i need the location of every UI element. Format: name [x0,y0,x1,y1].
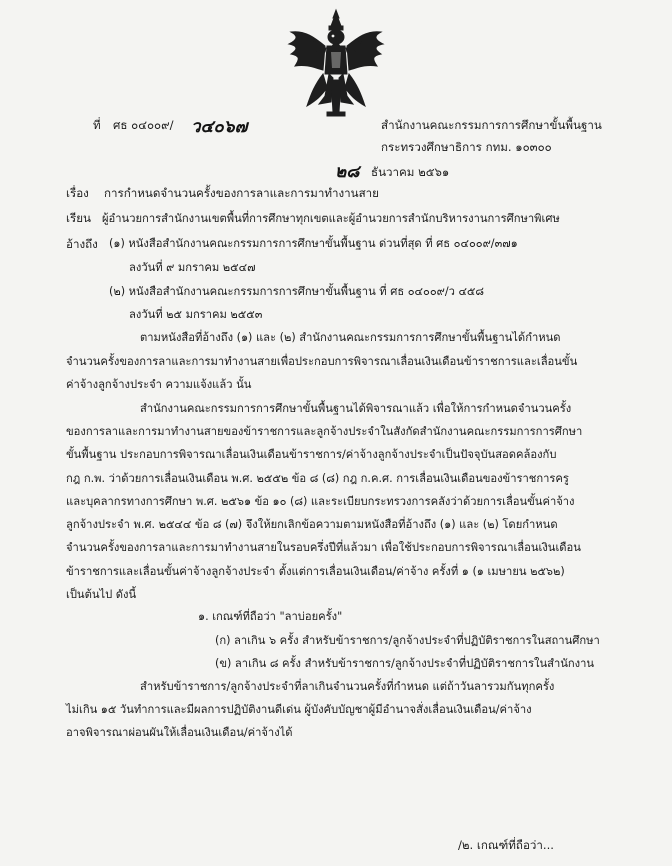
paragraph2-line: และบุคลากรทางการศึกษา พ.ศ. ๒๕๖๑ ข้อ ๑๐ (๘) และระเบียบกระทรวงการคลังว่าด้วยการเลื่อนขั้นค่าจ้าง [66,495,575,508]
reference-1-line1: (๑) หนังสือสำนักงานคณะกรรมการการศึกษาขั้นพื้นฐาน ด่วนที่สุด ที่ ศธ ๐๔๐๐๙/๓๗๑ [109,237,518,250]
garuda-emblem-icon [285,8,387,120]
ref-prefix: ศธ ๐๔๐๐๙/ [113,118,174,132]
paragraph2-line: เป็นต้นไป ดังนี้ [66,588,137,601]
ref-label: ที่ [93,118,101,132]
subject-label: เรื่อง [66,186,89,200]
office-name: สำนักงานคณะกรรมการการศึกษาขั้นพื้นฐาน [381,118,602,132]
ref-handwritten-number: ว๔๐๖๗ [191,117,248,137]
paragraph1-line: จำนวนครั้งของการลาและการมาทำงานสายเพื่อประกอบการพิจารณาเลื่อนเงินเดือนข้าราชการและเลื่อนขั้น [66,355,578,368]
criteria-title: ๑. เกณฑ์ที่ถือว่า "ลาบ่อยครั้ง" [198,610,343,623]
paragraph2-line: ขั้นพื้นฐาน ประกอบการพิจารณาเลื่อนเงินเดือนข้าราชการ/ค่าจ้างลูกจ้างประจำเป็นปัจจุบันสอดคล้องกับ [66,448,557,461]
reference-2-line1: (๒) หนังสือสำนักงานคณะกรรมการการศึกษาขั้นพื้นฐาน ที่ ศธ ๐๔๐๐๙/ว ๔๕๘ [109,285,485,298]
criteria-item: (ก) ลาเกิน ๖ ครั้ง สำหรับข้าราชการ/ลูกจ้างประจำที่ปฏิบัติราชการในสถานศึกษา [215,634,600,647]
reference-2-line2: ลงวันที่ ๒๕ มกราคม ๒๕๕๓ [129,308,263,321]
paragraph2-line: กฎ ก.พ. ว่าด้วยการเลื่อนเงินเดือน พ.ศ. ๒๕๕๒ ข้อ ๘ (๘) กฎ ก.ค.ศ. การเลื่อนเงินเดือนของข้าราชการครู [66,472,569,485]
reference-1-line2: ลงวันที่ ๙ มกราคม ๒๕๔๗ [129,261,256,274]
to-text: ผู้อำนวยการสำนักงานเขตพื้นที่การศึกษาทุกเขตและผู้อำนวยการสำนักบริหารงานการศึกษาพิเศษ [102,212,560,225]
paragraph1-line: ค่าจ้างลูกจ้างประจำ ความแจ้งแล้ว นั้น [66,378,252,391]
paragraph2-line: ของการลาและการมาทำงานสายของข้าราชการและลูกจ้างประจำในสังกัดสำนักงานคณะกรรมการการศึกษา [66,425,583,438]
criteria-note-line: อาจพิจารณาผ่อนผันให้เลื่อนเงินเดือน/ค่าจ้างได้ [66,726,293,739]
paragraph2-line: ข้าราชการและเลื่อนขั้นค่าจ้างลูกจ้างประจำ ตั้งแต่การเลื่อนเงินเดือน/ค่าจ้าง ครั้งที่ ๑ (๑ เมษายน ๒๕๖๒) [66,565,565,578]
criteria-item: (ข) ลาเกิน ๘ ครั้ง สำหรับข้าราชการ/ลูกจ้างประจำที่ปฏิบัติราชการในสำนักงาน [215,657,595,670]
paragraph2-line: จำนวนครั้งของการลาและการมาทำงานสายในรอบครึ่งปีที่แล้วมา เพื่อใช้ประกอบการพิจารณาเลื่อนเงินเดือน [66,541,581,554]
office-address: กระทรวงศึกษาธิการ กทม. ๑๐๓๐๐ [381,140,552,154]
paragraph2-line: สำนักงานคณะกรรมการการศึกษาขั้นพื้นฐานได้พิจารณาแล้ว เพื่อให้การกำหนดจำนวนครั้ง [140,402,572,415]
paragraph2-line: ลูกจ้างประจำ พ.ศ. ๒๕๔๔ ข้อ ๘ (๗) จึงให้ยกเลิกข้อความตามหนังสือที่อ้างถึง (๑) และ (๒) โดยกำหนด [66,518,558,531]
date-month-year: ธันวาคม ๒๕๖๑ [371,165,450,179]
to-label: เรียน [66,211,91,225]
criteria-note-line: ไม่เกิน ๑๕ วันทำการและมีผลการปฏิบัติงานดีเด่น ผู้บังคับบัญชาผู้มีอำนาจสั่งเลื่อนเงินเดือน/ค่าจ้าง [66,703,532,716]
continuation-note: /๒. เกณฑ์ที่ถือว่า... [458,838,554,852]
date-handwritten-day: ๒๘ [335,162,360,182]
subject-text: การกำหนดจำนวนครั้งของการลาและการมาทำงานสาย [104,186,379,200]
paragraph1-line: ตามหนังสือที่อ้างถึง (๑) และ (๒) สำนักงานคณะกรรมการการศึกษาขั้นพื้นฐานได้กำหนด [140,331,561,344]
references-label: อ้างถึง [66,237,98,251]
criteria-note-line: สำหรับข้าราชการ/ลูกจ้างประจำที่ลาเกินจำนวนครั้งที่กำหนด แต่ถ้าวันลารวมกันทุกครั้ง [140,680,555,693]
